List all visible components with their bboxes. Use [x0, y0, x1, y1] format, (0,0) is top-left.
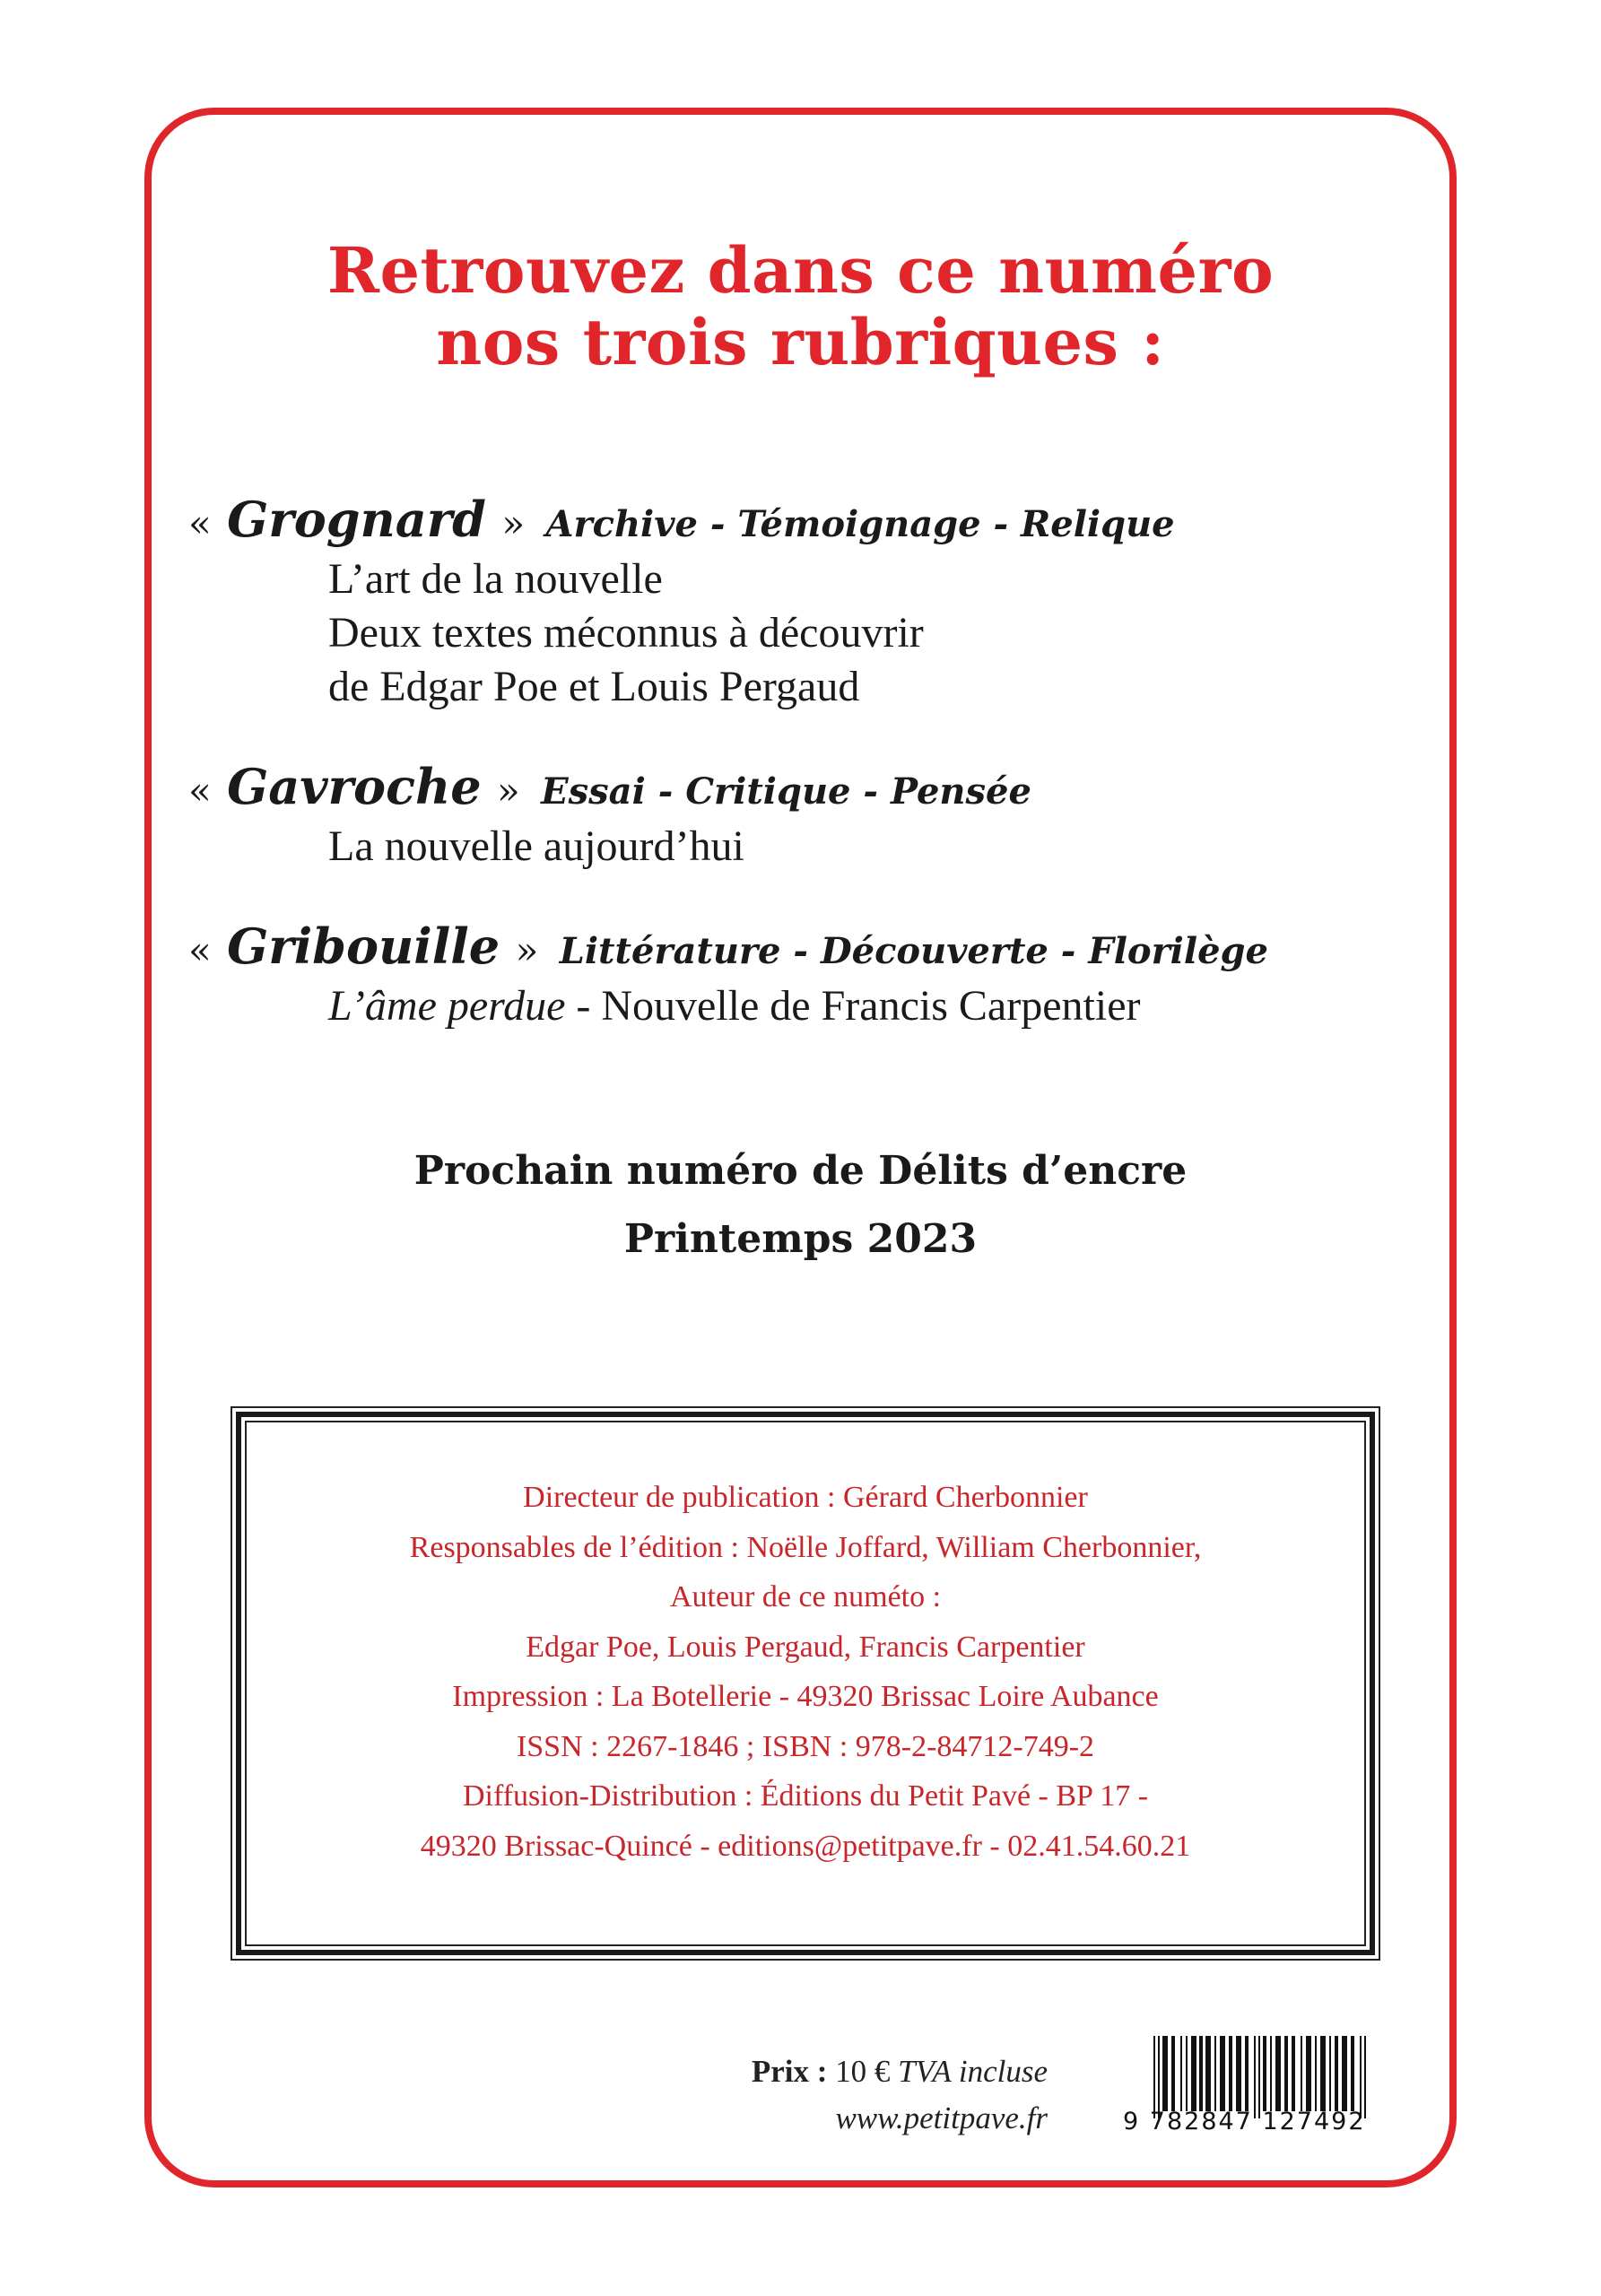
content-line: Deux textes méconnus à découvrir: [328, 609, 924, 657]
next-issue-line-2: Printemps 2023: [623, 1216, 978, 1262]
rubrique-name: Grognard: [227, 491, 486, 548]
publication-info-text: [232, 1473, 1379, 1871]
rubrique-name: Gribouille: [227, 918, 500, 975]
rubrique-gavroche: [188, 759, 1031, 874]
story-title: L’âme perdue: [328, 982, 566, 1030]
info-printing: Impression : La Botellerie - 49320 Brissac Loire Aubance: [452, 1680, 1159, 1713]
page-title: [0, 235, 1601, 378]
close-guillemet: »: [515, 928, 539, 972]
barcode-number: [1123, 2108, 1374, 2135]
info-editors: Responsables de l’édition : Noëlle Joffard, William Cherbonnier,: [409, 1530, 1202, 1564]
open-guillemet: «: [188, 501, 212, 545]
next-issue: [0, 1137, 1601, 1274]
rubrique-content: [328, 820, 1031, 874]
rubrique-content: [328, 979, 1268, 1033]
barcode-digits-group-2: 127492: [1262, 2108, 1366, 2135]
publication-info-box: [231, 1406, 1380, 1961]
open-guillemet: «: [188, 769, 212, 813]
barcode-digit-first: 9: [1123, 2108, 1141, 2135]
info-authors: Edgar Poe, Louis Pergaud, Francis Carpentier: [526, 1630, 1085, 1664]
rubrique-heading: [188, 759, 1031, 820]
price-label: Prix :: [751, 2054, 828, 2089]
open-guillemet: «: [188, 928, 212, 972]
close-guillemet: »: [501, 501, 526, 545]
rubrique-gribouille: [188, 918, 1268, 1033]
close-guillemet: »: [497, 769, 520, 813]
next-issue-line-1: Prochain numéro de Délits d’encre: [413, 1148, 1188, 1194]
rubrique-tags: Littérature - Découverte - Florilège: [559, 930, 1268, 972]
rubrique-tags: Essai - Critique - Pensée: [541, 770, 1031, 813]
price-line: [752, 2048, 1048, 2095]
price-amount: 10 €: [827, 2054, 899, 2089]
rubrique-tags: Archive - Témoignage - Relique: [545, 503, 1175, 545]
rubrique-grognard: [188, 491, 1175, 714]
content-line: La nouvelle aujourd’hui: [328, 822, 744, 870]
story-description: - Nouvelle de Francis Carpentier: [565, 982, 1141, 1030]
price-tax-note: TVA incluse: [898, 2054, 1048, 2089]
content-line: L’art de la nouvelle: [328, 555, 663, 603]
rubrique-content: [328, 552, 1175, 714]
info-contact: 49320 Brissac-Quincé - editions@petitpave.fr - 02.41.54.60.21: [420, 1829, 1191, 1863]
content-line: [328, 979, 1268, 1033]
info-issn-isbn: ISSN : 2267-1846 ; ISBN : 978-2-84712-749-2: [516, 1729, 1095, 1763]
rubrique-heading: [188, 491, 1175, 552]
info-authors-label: Auteur de ce numéto :: [669, 1580, 942, 1613]
content-line: de Edgar Poe et Louis Pergaud: [328, 663, 860, 710]
website-link[interactable]: www.petitpave.fr: [835, 2100, 1048, 2135]
title-line-2: nos trois rubriques :: [436, 305, 1165, 379]
title-line-1: Retrouvez dans ce numéro: [326, 233, 1275, 308]
price-block: [752, 2048, 1048, 2142]
rubrique-name: Gavroche: [227, 758, 482, 815]
info-director: Directeur de publication : Gérard Cherbonnier: [523, 1481, 1088, 1514]
rubrique-heading: [188, 918, 1268, 979]
info-distribution: Diffusion-Distribution : Éditions du Petit Pavé - BP 17 -: [462, 1779, 1149, 1813]
barcode-digits-group-1: 782847: [1149, 2108, 1253, 2135]
